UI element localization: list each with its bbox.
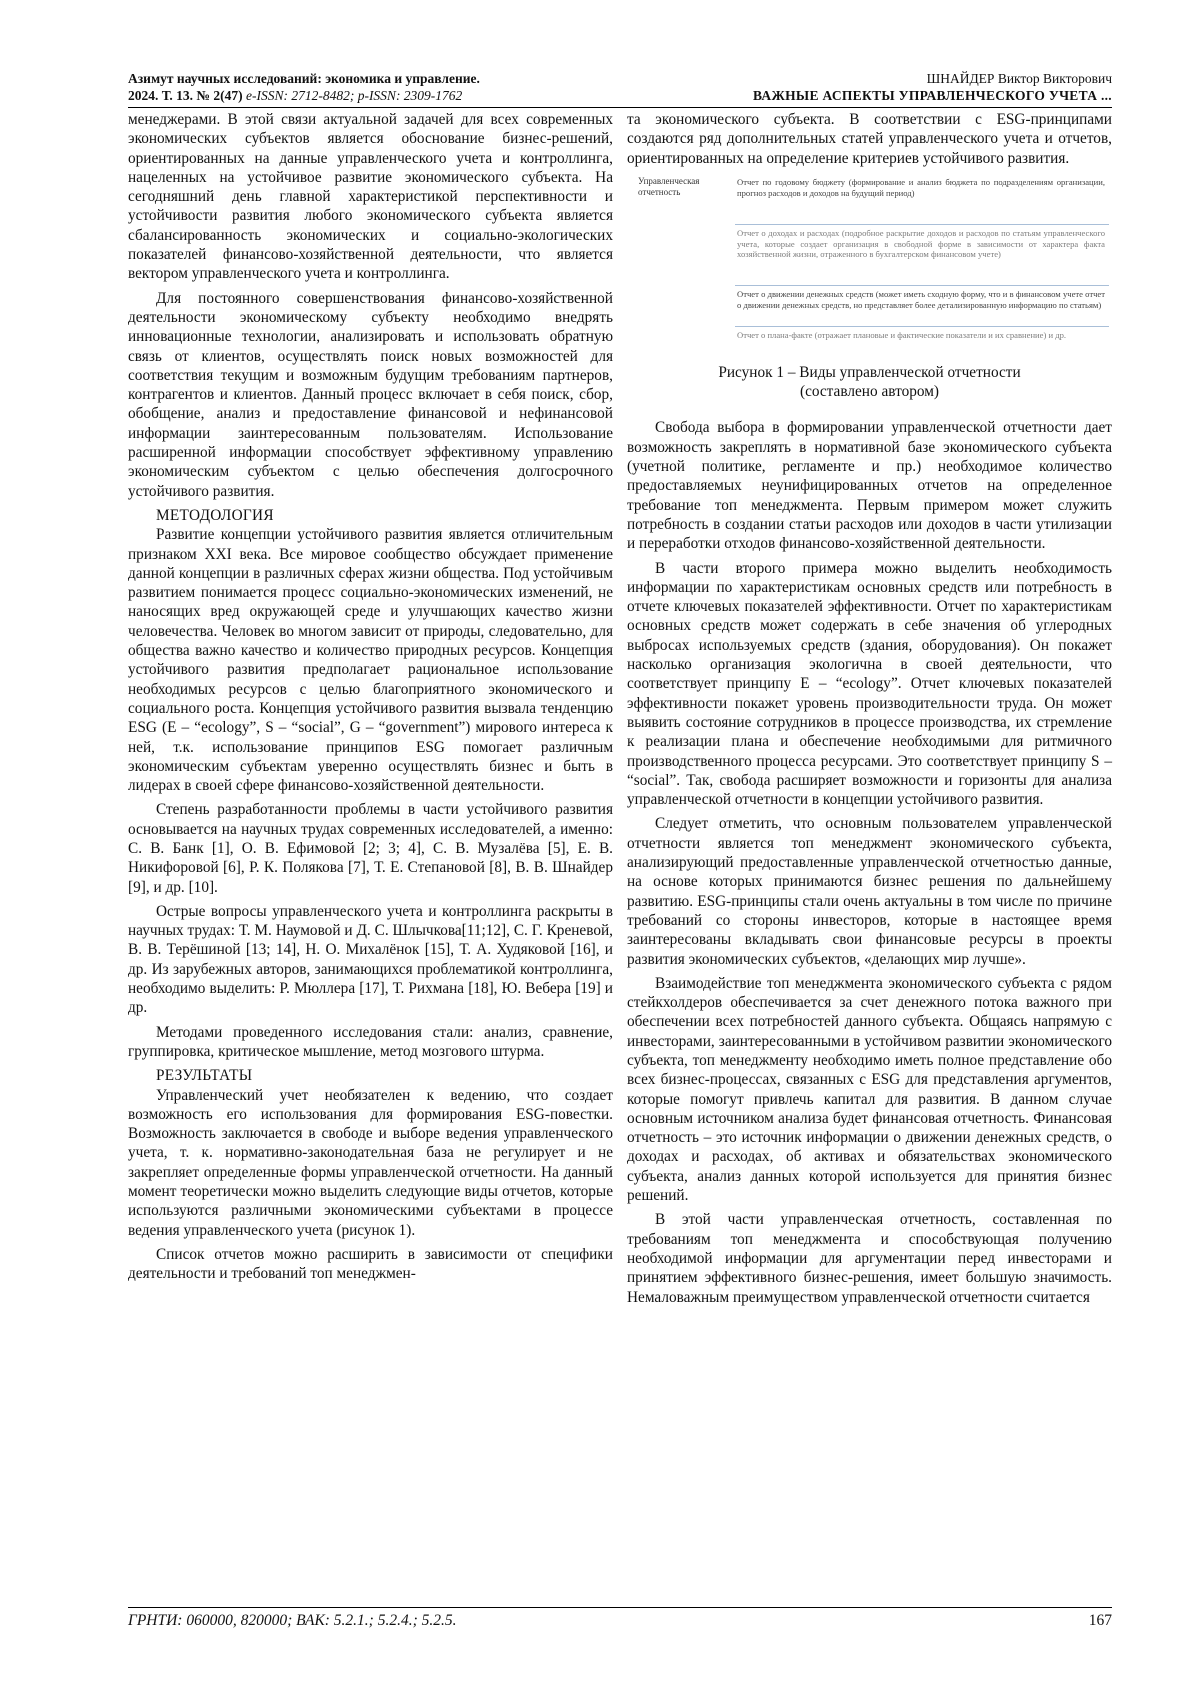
paragraph: В этой части управленческая отчетность, составленная по требованиям топ менеджмента и способствующая получению необходимой информации для аргументации перед инвесторами и принятием эффективного бизнес-решения, имеет большую значимость. Немаловажным преимуществом управленческой отчетности считается bbox=[627, 1211, 1112, 1306]
figure-row: Отчет о плана-факте (отражает плановые и фактические показатели и их сравнение) и др. bbox=[737, 329, 1067, 340]
figure-rows bbox=[735, 174, 1109, 355]
page-footer bbox=[128, 1612, 1112, 1630]
figure-1 bbox=[627, 174, 1112, 357]
paragraph: Методами проведенного исследования стали: анализ, сравнение, группировка, критическое мышление, метод мозгового штурма. bbox=[128, 1023, 613, 1060]
paragraph: Следует отметить, что основным пользователем управленческой отчетности является топ менеджмент экономического субъекта, анализирующий предоставленные управленческой отчетностью данные, на основе которых принимаются бизнес решения по дальнейшему развитию. ESG-принципы стали очень актуальны в том числе по причине требований со стороны инвесторов, которые в настоящее время заинтересованы вкладывать свои финансовые ресурсы в проекты развития экономических субъектов, «делающих мир лучше». bbox=[627, 815, 1112, 968]
paragraph: Степень разработанности проблемы в части устойчивого развития основывается на научных трудах современных исследователей, а именно: С. В. Банк [1], О. В. Ефимовой [2; 3; 4], С. В. Музалёва [5], Е. В. Никифоровой [6], Р. К. Полякова [7], Т. Е. Степановой [8], В. В. Шнайдер [9], и др. [10]. bbox=[128, 801, 613, 896]
section-heading-methodology: МЕТОДОЛОГИЯ bbox=[156, 506, 274, 524]
header-rule bbox=[128, 107, 1112, 108]
page-number: 167 bbox=[1088, 1612, 1112, 1629]
paragraph: Управленческий учет необязателен к ведению, что создает возможность его использования для формирования ESG-повестки. Возможность заключается в свободе и выборе ведения управленческого учета, т. к. нормативно-законодательная база не регулирует и не закрепляет определенные формы управленческой отчетности. На данный момент теоретически можно выделить следующие виды отчетов, которые используются различными экономическими субъектами в процессе ведения управленческого учета (рисунок 1). bbox=[128, 1086, 613, 1239]
figure-label: Управленческая отчетность bbox=[638, 175, 700, 197]
page-header bbox=[128, 70, 1112, 106]
right-column bbox=[627, 110, 1112, 1312]
figure-caption bbox=[627, 363, 1112, 402]
journal-info bbox=[128, 70, 480, 104]
footer-rule bbox=[128, 1607, 1112, 1608]
caption-line: (составлено автором) bbox=[799, 383, 939, 401]
paragraph: Список отчетов можно расширить в зависимости от специфики деятельности и требований топ менеджмен- bbox=[128, 1245, 613, 1283]
issn: e-ISSN: 2712-8482; p-ISSN: 2309-1762 bbox=[245, 88, 463, 103]
paragraph: Взаимодействие топ менеджмента экономического субъекта с рядом стейкхолдеров обеспечивается за счет денежного потока важного при обеспечении всех потребностей данного субъекта. Общаясь напрямую с инвесторами, заинтересованными в устойчивом развитии экономического субъекта, топ менеджменту необходимо иметь полное представление обо всех бизнес-процессах, связанных с ESG для представления аргументов, которые помогут привлечь капитал для развития. В данном случае основным источником анализа будет финансовая отчетность. Финансовая отчетность – это источник информации о движении денежных средств, о доходах и расходах, об активах и обязательствах экономического субъекта, анализ данных которой используется для принятия бизнес решений. bbox=[627, 974, 1112, 1205]
author-name: ШНАЙДЕР Виктор Викторович bbox=[926, 71, 1112, 86]
paragraph: Для постоянного совершенствования финансово-хозяйственной деятельности экономическому субъекту необходимо внедрять инновационные технологии, анализировать и использовать обратную связь от клиентов, осуществлять поиск новых возможностей для соответствия текущим и возможным будущим требованиям партнеров, контрагентов и клиентов. Данный процесс включает в себя поиск, сбор, обобщение, анализ и предоставление финансовой и нефинансовой информации заинтересованным пользователям. Использование расширенной информации способствует эффективному управлению экономическим субъектом с целью обеспечения долгосрочного устойчивого развития. bbox=[128, 289, 613, 500]
paragraph: менеджерами. В этой связи актуальной задачей для всех современных экономических субъектов является обоснование бизнес-решений, ориентированных на данные управленческого учета и контроллинга, нацеленных на устойчивое развитие экономического субъекта. На сегодняшний день главной характеристикой перспективности и устойчивости развития любого экономического субъекта является сбалансированность экономических и социально-экологических показателей финансово-хозяйственной деятельности, что является вектором управленческого учета и контроллинга. bbox=[128, 111, 613, 283]
journal-name: Азимут научных исследований: экономика и управление. bbox=[128, 71, 480, 86]
paragraph: Свобода выбора в формировании управленческой отчетности дает возможность закреплять в нормативной базе экономического субъекта (учетной политике, регламенте и пр.) необходимое количество предоставляемых неунифицированных отчетов на определенное требование топ менеджмента. Первым примером может служить потребность в создании статьи расходов или доходов в части утилизации и переработки отходов финансово-хозяйственной деятельности. bbox=[627, 419, 1112, 553]
paragraph: В части второго примера можно выделить необходимость информации по характеристикам основных средств или потребность в отчете ключевых показателей эффективности. Отчет по характеристикам основных средств может содержать в себе значения об углеродных выбросах используемых средств (здания, оборудования). Он покажет насколько организация экологична в своей деятельности, что соответствует принципу E – “ecology”. Отчет ключевых показателей эффективности покажет уровень производительности труда. Он может выявить состояние сотрудников в процессе производства, их стремление к реализации плана и обеспечение необходимыми для ритмичного производственного процесса ресурсами. Это соответствует принципу S – “social”. Так, свобода расширяет возможности и горизонты для анализа управленческой отчетности в концепции устойчивого развития. bbox=[627, 559, 1112, 809]
classification-codes: ГРНТИ: 060000, 820000; ВАК: 5.2.1.; 5.2.4.; 5.2.5. bbox=[128, 1612, 457, 1629]
paragraph: та экономического субъекта. В соответствии с ESG-принципами создаются ряд дополнительных статей управленческого учета и отчетов, ориентированных на определение критериев устойчивого развития. bbox=[627, 111, 1112, 167]
volume-issue: 2024. Т. 13. № 2(47) bbox=[128, 88, 243, 103]
running-title: ВАЖНЫЕ АСПЕКТЫ УПРАВЛЕНЧЕСКОГО УЧЕТА ... bbox=[752, 88, 1112, 103]
paragraph: Развитие концепции устойчивого развития является отличительным признаком XXI века. Все мировое сообщество обсуждает применение данной концепции в различных сферах жизни общества. Под устойчивым развитием понимается процесс социально-экономических изменений, не наносящих вред окружающей среде и улучшающих качество жизни человечества. Человек во многом зависит от природы, следовательно, для общества важно качество и количество природных ресурсов. Концепция устойчивого развития предполагает рациональное использование необходимых ресурсов с целью благоприятного экономического и социального роста. Концепция устойчивого развития вызвала тенденцию ESG (E – “ecology”, S – “social”, G – “government”) мирового интереса к ней, т.к. использование принципов ESG помогает различным экономическим субъектам уверенно осуществлять бизнес и быть в лидерах в своей сфере финансово-хозяйственной деятельности. bbox=[128, 526, 613, 795]
article-info bbox=[753, 70, 1112, 104]
figure-row: Отчет по годовому бюджету (формирование и анализ бюджета по подразделениям организации, прогноз расходов и доходов на будущий период) bbox=[735, 174, 1109, 225]
left-column bbox=[128, 110, 613, 1289]
section-heading-results: РЕЗУЛЬТАТЫ bbox=[156, 1067, 253, 1085]
caption-line: Рисунок 1 – Виды управленческой отчетности bbox=[718, 363, 1021, 381]
figure-row: Отчет о доходах и расходах (подробное раскрытие доходов и расходов по статьям управленческого учета, которые создает организация в свободной форме в зависимости от характера факта хозяйственной жизни, отраженного в бухгалтерском финансовом учете) bbox=[735, 225, 1109, 286]
figure-row: Отчет о движении денежных средств (может иметь сходную форму, что и в финансовом учете отчет о движении денежных средств, но представляет более детализированную информацию по статьям) bbox=[735, 286, 1109, 327]
paragraph: Острые вопросы управленческого учета и контроллинга раскрыты в научных трудах: Т. М. Наумовой и Д. С. Шлычкова[11;12], С. Г. Креневой, В. В. Терёшиной [13; 14], Н. О. Михалёнок [15], Т. А. Худяковой [16], и др. Из зарубежных авторов, занимающихся проблематикой контроллинга, необходимо выделить: Р. Мюллера [17], Т. Рихмана [18], Ю. Вебера [19] и др. bbox=[128, 902, 613, 1017]
